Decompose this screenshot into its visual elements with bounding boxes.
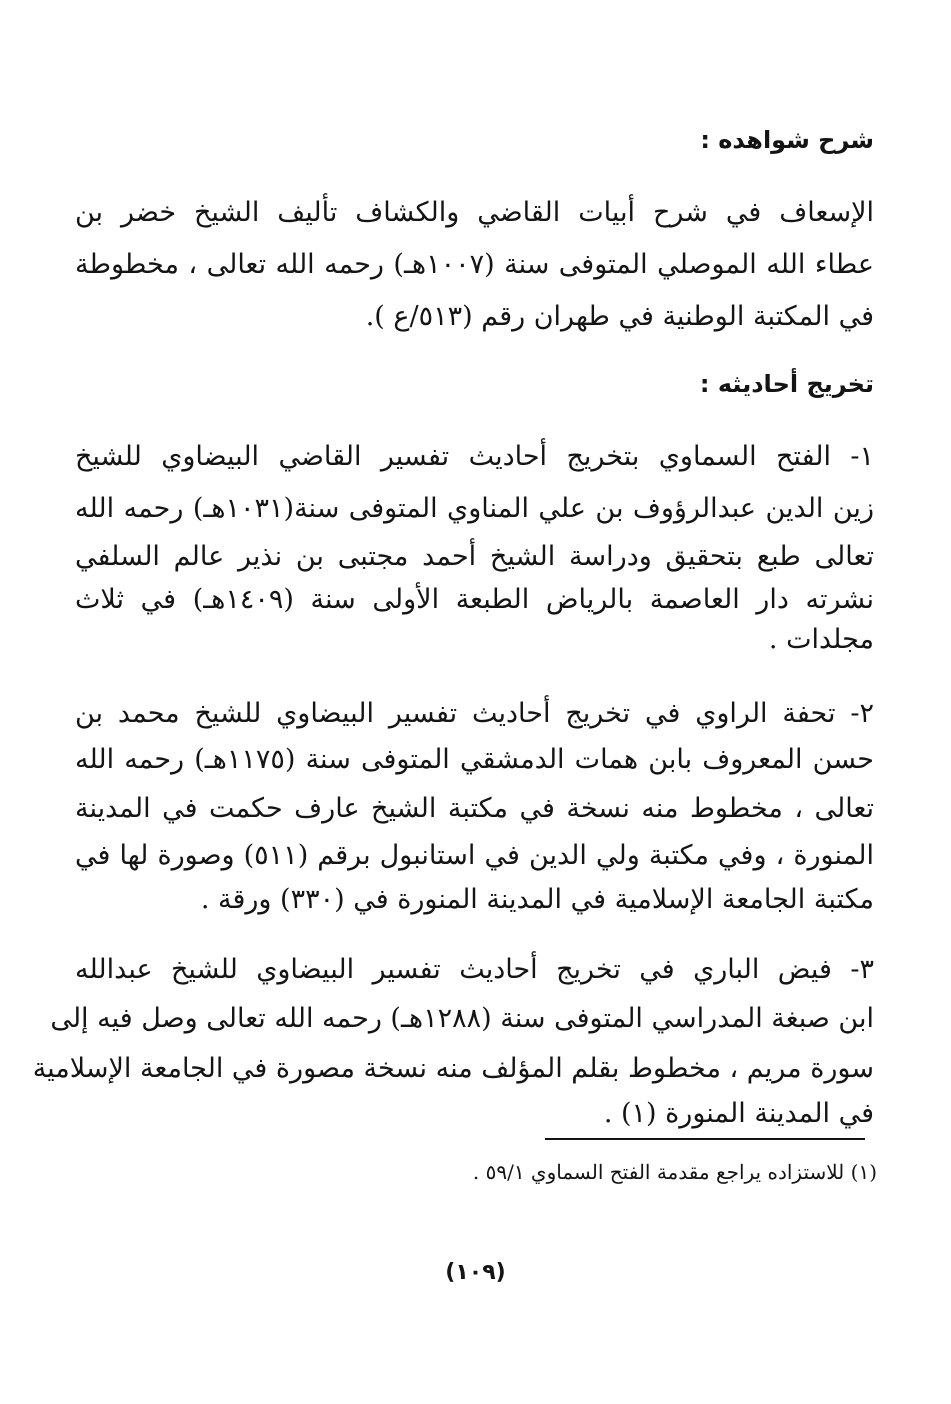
list-item-line: ٣- فيض الباري في تخريج أحاديث تفسير البيضاوي للشيخ عبدالله	[75, 954, 874, 985]
heading-hadith-sources: تخريج أحاديثه :	[699, 370, 874, 398]
list-item-line: مجلدات .	[768, 624, 874, 655]
footnote: (١) للاستزاده يراجع مقدمة الفتح السماوي ٥٩/١ .	[472, 1160, 877, 1184]
list-item-line: ابن صبغة المدراسي المتوفى سنة (١٢٨٨هـ) رحمه الله تعالى وصل فيه إلى	[50, 1003, 874, 1034]
list-item-line: ٢- تحفة الراوي في تخريج أحاديث تفسير البيضاوي للشيخ محمد بن	[75, 698, 874, 729]
page-number: (١٠٩)	[445, 1260, 506, 1285]
list-item-line: ١- الفتح السماوي بتخريج أحاديث تفسير القاضي البيضاوي للشيخ	[75, 441, 874, 472]
heading-commentary: شرح شواهده :	[700, 126, 874, 154]
list-item-line: حسن المعروف بابن همات الدمشقي المتوفى سنة (١١٧٥هـ) رحمه الله	[75, 744, 874, 775]
paragraph-line: الإسعاف في شرح أبيات القاضي والكشاف تأليف الشيخ خضر بن	[75, 197, 874, 228]
list-item-line: تعالى طبع بتحقيق ودراسة الشيخ أحمد مجتبى بن نذير عالم السلفي	[75, 541, 874, 572]
list-item-line: تعالى ، مخطوط منه نسخة في مكتبة الشيخ عارف حكمت في المدينة	[75, 793, 874, 824]
paragraph-line: عطاء الله الموصلي المتوفى سنة (١٠٠٧هـ) رحمه الله تعالى ، مخطوطة	[75, 249, 874, 280]
footnote-divider	[545, 1138, 865, 1140]
list-item-line: مكتبة الجامعة الإسلامية في المدينة المنورة في (٣٣٠) ورقة .	[200, 884, 874, 915]
list-item-line: نشرته دار العاصمة بالرياض الطبعة الأولى سنة (١٤٠٩هـ) في ثلاث	[75, 584, 874, 615]
list-item-line: المنورة ، وفي مكتبة ولي الدين في استانبول برقم (٥١١) وصورة لها في	[75, 840, 874, 871]
paragraph-line: في المكتبة الوطنية في طهران رقم (٥١٣/ع ).	[365, 301, 874, 332]
list-item-line: في المدينة المنورة (١) .	[603, 1098, 874, 1129]
list-item-line: زين الدين عبدالرؤوف بن علي المناوي المتوفى سنة(١٠٣١هـ) رحمه الله	[75, 493, 874, 524]
list-item-line: سورة مريم ، مخطوط بقلم المؤلف منه نسخة مصورة في الجامعة الإسلامية	[32, 1053, 874, 1084]
